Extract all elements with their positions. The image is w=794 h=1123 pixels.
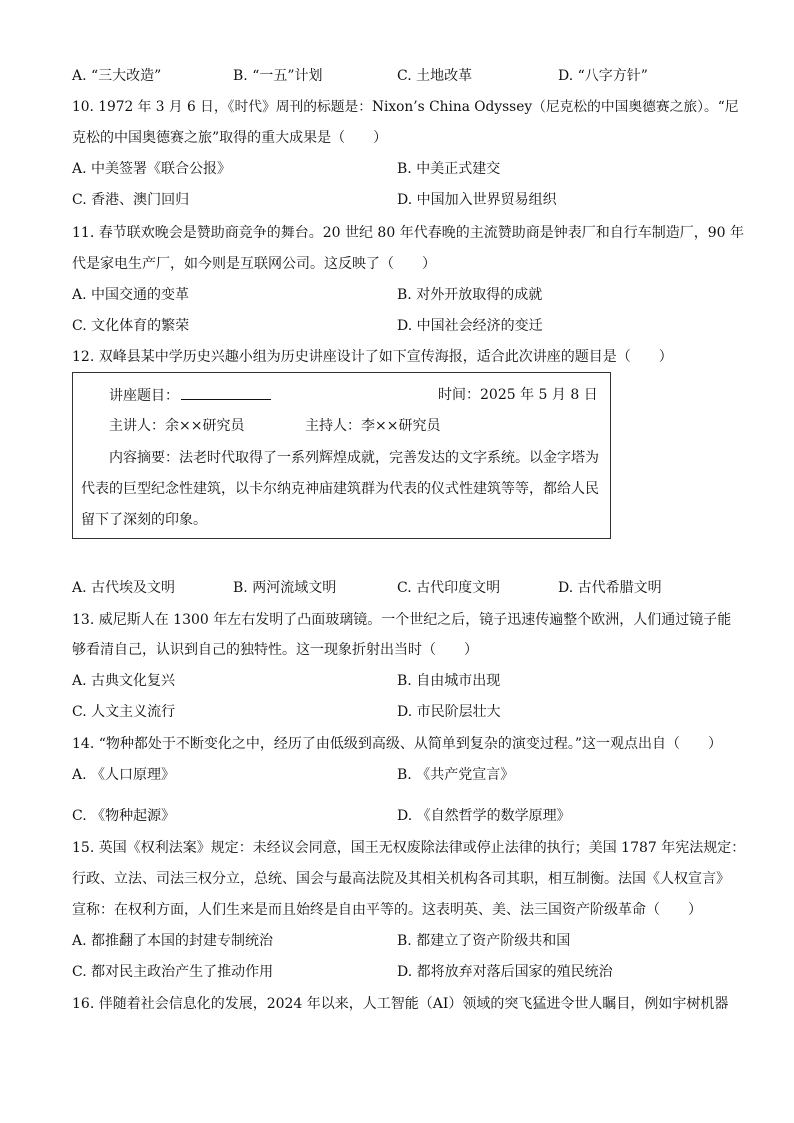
- q9-option-d: D. “八字方针”: [558, 68, 648, 84]
- poster-summary-line1: 内容摘要：法老时代取得了一系列辉煌成就，完善发达的文字系统。以金字塔为: [109, 450, 599, 466]
- q12-option-a: A. 古代埃及文明: [72, 580, 176, 596]
- poster-topic-blank: [181, 385, 271, 400]
- q13-option-d: D. 市民阶层壮大: [397, 704, 501, 720]
- poster-time: 时间：2025 年 5 月 8 日: [438, 387, 598, 403]
- q9-option-b: B. “一五”计划: [233, 68, 323, 84]
- poster-summary-line3: 留下了深刻的印象。: [81, 512, 207, 528]
- poster-host: 主持人：李××研究员: [305, 418, 441, 434]
- q14-option-b: B. 《共产党宣言》: [397, 767, 515, 783]
- poster-topic-label: 讲座题目：: [109, 388, 179, 404]
- q13-option-a: A. 古典文化复兴: [72, 673, 176, 689]
- q11-option-a: A. 中国交通的变革: [72, 287, 190, 303]
- q9-option-a: A. “三大改造”: [72, 68, 162, 84]
- q9-option-c: C. 土地改革: [397, 68, 473, 84]
- poster-speaker: 主讲人：余××研究员: [109, 418, 245, 434]
- q11-stem-line1: 11. 春节联欢晚会是赞助商竞争的舞台。20 世纪 80 年代春晚的主流赞助商是钟表厂和自行车制造厂，90 年: [72, 225, 744, 241]
- lecture-poster: [72, 372, 611, 539]
- q13-option-b: B. 自由城市出现: [397, 673, 501, 689]
- q15-option-c: C. 都对民主政治产生了推动作用: [72, 964, 274, 980]
- q12-option-b: B. 两河流域文明: [233, 580, 337, 596]
- q10-stem-line2: 克松的中国奥德赛之旅”取得的重大成果是（ ）: [72, 130, 388, 146]
- poster-topic: [109, 385, 271, 406]
- q15-stem-line1: 15. 英国《权利法案》规定：未经议会同意，国王无权废除法律或停止法律的执行；美国 1787 年宪法规定：: [72, 840, 746, 856]
- q11-option-b: B. 对外开放取得的成就: [397, 287, 543, 303]
- q11-option-d: D. 中国社会经济的变迁: [397, 318, 543, 334]
- q15-stem-line3: 宣称：在权利方面，人们生来是而且始终是自由平等的。这表明英、美、法三国资产阶级革命（ ）: [72, 902, 702, 918]
- q15-option-b: B. 都建立了资产阶级共和国: [397, 933, 571, 949]
- q13-stem-line2: 够看清自己，认识到自己的独特性。这一现象折射出当时（ ）: [72, 642, 478, 658]
- q15-option-a: A. 都推翻了本国的封建专制统治: [72, 933, 274, 949]
- q10-stem-line1: 10. 1972 年 3 月 6 日，《时代》周刊的标题是：Nixon’s China Odyssey（尼克松的中国奥德赛之旅）。“尼: [72, 99, 739, 115]
- poster-summary-line2: 代表的巨型纪念性建筑，以卡尔纳克神庙建筑群为代表的仪式性建筑等等，都给人民: [81, 481, 599, 497]
- q10-option-c: C. 香港、澳门回归: [72, 192, 190, 208]
- q11-option-c: C. 文化体育的繁荣: [72, 318, 190, 334]
- q11-stem-line2: 代是家电生产厂，如今则是互联网公司。这反映了（ ）: [72, 256, 436, 272]
- q12-option-c: C. 古代印度文明: [397, 580, 501, 596]
- q10-option-b: B. 中美正式建交: [397, 161, 501, 177]
- q13-stem-line1: 13. 威尼斯人在 1300 年左右发明了凸面玻璃镜。一个世纪之后，镜子迅速传遍整个欧洲，人们通过镜子能: [72, 612, 732, 628]
- q10-option-a: A. 中美签署《联合公报》: [72, 161, 232, 177]
- q15-option-d: D. 都将放弃对落后国家的殖民统治: [397, 964, 613, 980]
- q14-option-d: D. 《自然哲学的数学原理》: [397, 808, 571, 824]
- q12-option-d: D. 古代希腊文明: [558, 580, 662, 596]
- q15-stem-line2: 行政、立法、司法三权分立，总统、国会与最高法院及其相关机构各司其职，相互制衡。法国《人权宣言》: [72, 871, 730, 887]
- q13-option-c: C. 人文主义流行: [72, 704, 176, 720]
- q12-stem: 12. 双峰县某中学历史兴趣小组为历史讲座设计了如下宣传海报，适合此次讲座的题目是（ ）: [72, 349, 673, 365]
- q14-stem: 14. “物种都处于不断变化之中，经历了由低级到高级、从简单到复杂的演变过程。”这一观点出自（ ）: [72, 736, 723, 752]
- q14-option-c: C. 《物种起源》: [72, 808, 176, 824]
- q10-option-d: D. 中国加入世界贸易组织: [397, 192, 557, 208]
- q14-option-a: A. 《人口原理》: [72, 767, 176, 783]
- q16-stem-line1: 16. 伴随着社会信息化的发展，2024 年以来，人工智能（AI）领域的突飞猛进令世人瞩目，例如宇树机器: [72, 996, 729, 1012]
